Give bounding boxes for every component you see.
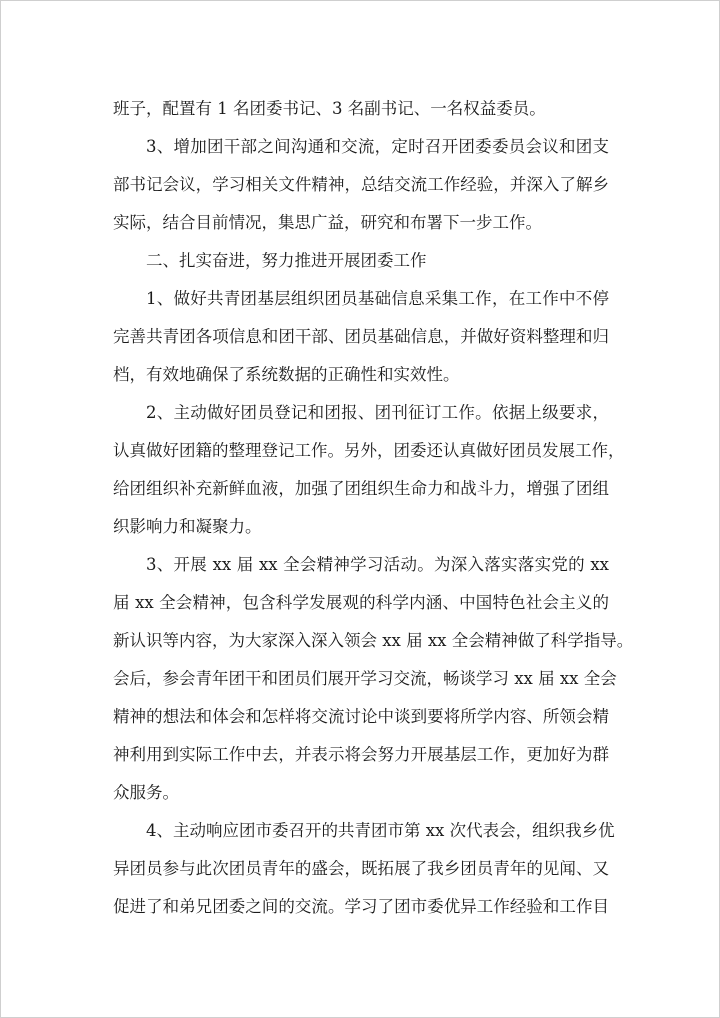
text-line: 实际，结合目前情况，集思广益，研究和布署下一步工作。 — [113, 213, 542, 232]
text-line: 促进了和弟兄团委之间的交流。学习了团市委优异工作经验和工作目 — [113, 897, 609, 916]
text-line: 4、主动响应团市委召开的共青团市第 xx 次代表会，组织我乡优 — [146, 821, 615, 840]
text-line: 神利用到实际工作中去，并表示将会努力开展基层工作，更加好为群 — [113, 745, 609, 764]
text-line: 届 xx 全会精神，包含科学发展观的科学内涵、中国特色社会主义的 — [113, 593, 609, 612]
text-line: 3、增加团干部之间沟通和交流，定时召开团委委员会议和团支 — [146, 137, 609, 156]
text-line: 部书记会议，学习相关文件精神，总结交流工作经验，并深入了解乡 — [113, 175, 609, 194]
text-line: 2、主动做好团员登记和团报、团刊征订工作。依据上级要求， — [146, 403, 609, 422]
text-line: 异团员参与此次团员青年的盛会，既拓展了我乡团员青年的见闻、又 — [113, 859, 609, 878]
text-line: 众服务。 — [113, 783, 179, 802]
text-line: 完善共青团各项信息和团干部、团员基础信息，并做好资料整理和归 — [113, 327, 609, 346]
text-line: 给团组织补充新鲜血液，加强了团组织生命力和战斗力，增强了团组 — [113, 479, 609, 498]
section-heading: 二、扎实奋进，努力推进开展团委工作 — [146, 251, 427, 270]
text-line: 3、开展 xx 届 xx 全会精神学习活动。为深入落实落实党的 xx — [146, 555, 609, 574]
text-line: 会后，参会青年团干和团员们展开学习交流，畅谈学习 xx 届 xx 全会 — [113, 669, 617, 688]
text-line: 精神的想法和体会和怎样将交流讨论中谈到要将所学内容、所领会精 — [113, 707, 609, 726]
text-line: 认真做好团籍的整理登记工作。另外，团委还认真做好团员发展工作， — [113, 441, 625, 460]
text-line: 班子，配置有 1 名团委书记、3 名副书记、一名权益委员。 — [113, 99, 546, 118]
text-line: 档，有效地确保了系统数据的正确性和实效性。 — [113, 365, 460, 384]
text-line: 织影响力和凝聚力。 — [113, 517, 262, 536]
text-line: 1、做好共青团基层组织团员基础信息采集工作，在工作中不停 — [146, 289, 609, 308]
text-line: 新认识等内容，为大家深入深入领会 xx 届 xx 全会精神做了科学指导。 — [113, 631, 634, 650]
